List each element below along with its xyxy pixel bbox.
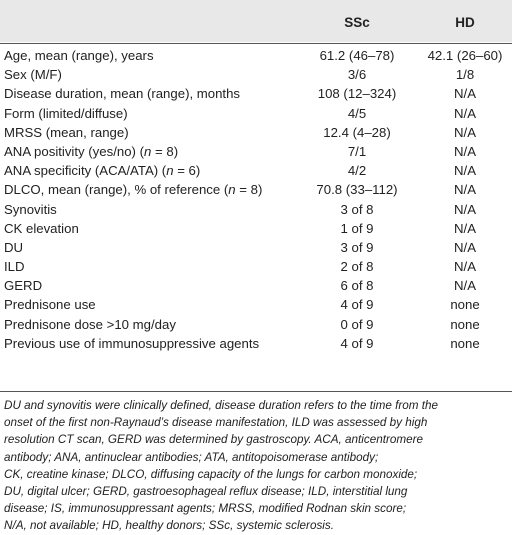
cell-hd: N/A (454, 278, 476, 294)
row-label: Sex (M/F) (4, 67, 62, 83)
row-label: Prednisone use (4, 297, 96, 313)
row-label-n: n (228, 182, 236, 198)
row-label: Form (limited/diffuse) (4, 105, 128, 121)
row-label-text: ANA specificity (ACA/ATA) ( (4, 163, 167, 179)
table-row (0, 334, 512, 353)
row-label: GERD (4, 278, 43, 294)
cell-hd: N/A (454, 239, 476, 255)
table-row (0, 295, 512, 314)
table-row (0, 46, 512, 65)
row-label-count: = 8) (235, 182, 263, 198)
cell-hd: N/A (454, 220, 476, 236)
cell-ssc: 4 of 9 (340, 297, 374, 313)
table-row (0, 276, 512, 295)
row-label: MRSS (mean, range) (4, 124, 129, 140)
row-label: Synovitis (4, 201, 57, 217)
row-label-count: = 6) (173, 163, 201, 179)
row-label: ILD (4, 259, 25, 275)
table-row (0, 219, 512, 238)
footnote-line: DU and synovitis were clinically defined, disease duration refers to the time from the (4, 399, 438, 412)
cell-ssc: 6 of 8 (340, 278, 374, 294)
cell-hd: N/A (454, 105, 476, 121)
table-row (0, 315, 512, 334)
cell-ssc: 70.8 (33–112) (316, 182, 398, 198)
row-label: Disease duration, mean (range), months (4, 86, 241, 102)
table-row (0, 200, 512, 219)
cell-hd: N/A (454, 124, 476, 140)
table-row (0, 180, 512, 199)
row-label (4, 163, 200, 178)
cell-hd: 42.1 (26–60) (427, 48, 503, 63)
cell-hd: none (450, 316, 480, 332)
row-label (4, 144, 178, 159)
footnote-line: N/A, not available; HD, healthy donors; SSc, systemic sclerosis. (4, 519, 334, 533)
footnote-line: DU, digital ulcer; GERD, gastroesophageal reflux disease; ILD, interstitial lung (4, 485, 408, 499)
footnote-line: CK, creatine kinase; DLCO, diffusing capacity of the lungs for carbon monoxide; (4, 467, 418, 481)
row-label: Prednisone dose >10 mg/day (4, 316, 176, 332)
cell-hd: N/A (454, 163, 476, 179)
column-header-hd: HD (455, 15, 475, 30)
table-bottom-rule (0, 391, 512, 392)
row-label-text: DLCO, mean (range), % of reference ( (4, 182, 229, 198)
header-rule (0, 43, 512, 44)
footnote-line: disease; IS, immunosuppressant agents; MRSS, modified Rodnan skin score; (4, 502, 407, 516)
cell-ssc: 61.2 (46–78) (319, 48, 395, 63)
row-label (4, 182, 262, 197)
cell-hd: 1/8 (455, 67, 475, 83)
cell-ssc: 3 of 9 (340, 239, 374, 255)
table-row (0, 84, 512, 103)
row-label-count: = 8) (151, 143, 179, 159)
cell-hd: none (450, 335, 480, 351)
cell-ssc: 4/5 (347, 105, 367, 121)
table-row (0, 257, 512, 276)
table-row (0, 161, 512, 180)
cell-hd: N/A (454, 182, 476, 198)
cell-hd: N/A (454, 143, 476, 159)
footnote-line: antibody; ANA, antinuclear antibodies; ATA, antitopoisomerase antibody; (4, 450, 379, 464)
row-label-n: n (166, 163, 174, 179)
table-footnote (4, 397, 504, 535)
row-label: DU (4, 239, 24, 255)
table-row (0, 104, 512, 123)
table-row (0, 65, 512, 84)
cell-ssc: 12.4 (4–28) (323, 124, 391, 140)
footnote-line: resolution CT scan, GERD was determined by gastroscopy. ACA, anticentromere (4, 433, 423, 447)
cell-hd: N/A (454, 259, 476, 275)
cell-ssc: 3/6 (347, 67, 367, 83)
cell-hd: none (450, 297, 480, 313)
table-row (0, 142, 512, 161)
cell-ssc: 108 (12–324) (317, 86, 397, 102)
column-header-ssc: SSc (344, 15, 370, 30)
table-row (0, 123, 512, 142)
cell-ssc: 3 of 8 (340, 201, 374, 217)
table-body (0, 46, 512, 353)
row-label-text: ANA positivity (yes/no) ( (4, 143, 144, 159)
row-label-n: n (143, 143, 152, 159)
row-label: Previous use of immunosuppressive agents (4, 335, 260, 351)
cell-ssc: 4 of 9 (340, 335, 374, 351)
cell-ssc: 7/1 (347, 143, 367, 159)
table-header (0, 0, 512, 42)
cell-ssc: 4/2 (347, 163, 367, 179)
row-label: Age, mean (range), years (4, 48, 154, 63)
cell-ssc: 1 of 9 (340, 220, 374, 236)
footnote-line: onset of the first non-Raynaud’s disease manifestation, ILD was assessed by high (4, 416, 428, 430)
row-label: CK elevation (4, 220, 79, 236)
cell-hd: N/A (454, 86, 476, 102)
cell-ssc: 0 of 9 (340, 316, 374, 332)
cell-ssc: 2 of 8 (340, 259, 374, 275)
cell-hd: N/A (454, 201, 476, 217)
table-row (0, 238, 512, 257)
